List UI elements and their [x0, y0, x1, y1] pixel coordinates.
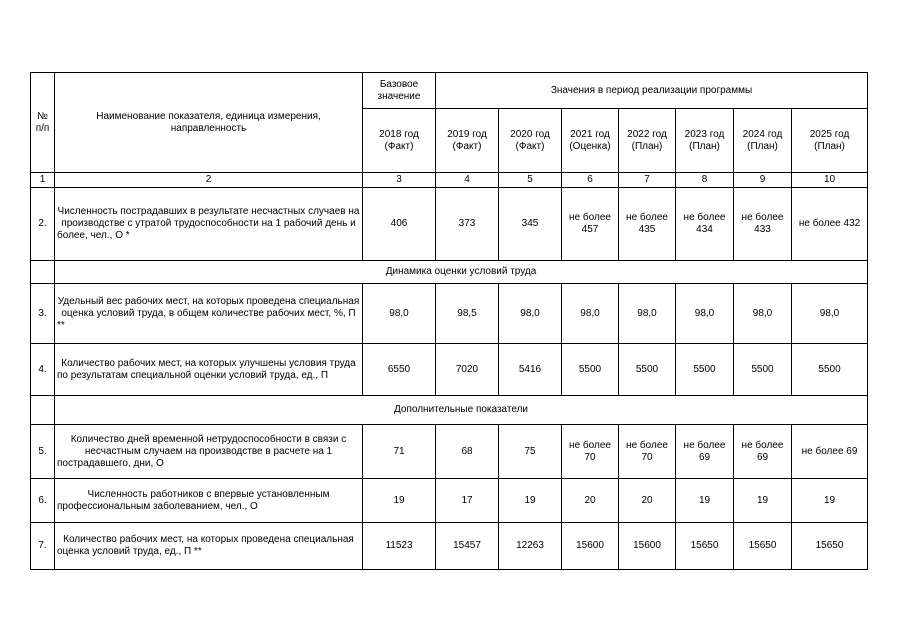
value-cell: не более 457 [562, 188, 619, 261]
value-cell: 19 [734, 479, 792, 523]
value-cell: 98,0 [792, 284, 868, 344]
row-number: 3. [31, 284, 55, 344]
value-cell: не более 432 [792, 188, 868, 261]
value-cell: 7020 [436, 344, 499, 396]
year-header-2025: 2025 год (План) [792, 109, 868, 173]
value-cell: не более 435 [619, 188, 676, 261]
value-cell: 19 [499, 479, 562, 523]
value-cell: 20 [619, 479, 676, 523]
table-row [31, 523, 868, 570]
col-number: 6 [562, 173, 619, 188]
indicator-name: Удельный вес рабочих мест, на которых проведена специальная оценка условий труда, в общем количестве рабочих мест, %, П ** [55, 284, 363, 344]
row-number: 4. [31, 344, 55, 396]
value-cell: 5500 [619, 344, 676, 396]
section-spacer [31, 396, 55, 425]
indicator-name: Количество рабочих мест, на которых проведена специальная оценка условий труда, ед., П ** [55, 523, 363, 570]
value-cell: 98,5 [436, 284, 499, 344]
year-header-2019: 2019 год (Факт) [436, 109, 499, 173]
col-header-period: Значения в период реализации программы [436, 73, 868, 109]
value-cell: 98,0 [676, 284, 734, 344]
value-cell: 98,0 [734, 284, 792, 344]
year-header-2023: 2023 год (План) [676, 109, 734, 173]
col-number: 4 [436, 173, 499, 188]
value-cell: не более 69 [734, 425, 792, 479]
value-cell: 98,0 [562, 284, 619, 344]
row-number: 7. [31, 523, 55, 570]
indicators-table [30, 72, 868, 570]
year-header-2021: 2021 год (Оценка) [562, 109, 619, 173]
value-cell: 98,0 [619, 284, 676, 344]
value-cell: 20 [562, 479, 619, 523]
value-cell: 68 [436, 425, 499, 479]
col-number: 1 [31, 173, 55, 188]
value-cell: 17 [436, 479, 499, 523]
year-header-2022: 2022 год (План) [619, 109, 676, 173]
value-cell: не более 70 [619, 425, 676, 479]
value-cell: 15600 [562, 523, 619, 570]
col-number: 5 [499, 173, 562, 188]
col-number: 3 [363, 173, 436, 188]
value-cell: не более 70 [562, 425, 619, 479]
row-number: 6. [31, 479, 55, 523]
value-cell: не более 433 [734, 188, 792, 261]
section-spacer [31, 261, 55, 284]
indicator-name: Численность пострадавших в результате несчастных случаев на производстве с утратой трудоспособности на 1 рабочий день и более, чел., О * [55, 188, 363, 261]
value-cell: 12263 [499, 523, 562, 570]
year-header-2024: 2024 год (План) [734, 109, 792, 173]
value-cell: 406 [363, 188, 436, 261]
value-cell: 5500 [676, 344, 734, 396]
value-cell: не более 434 [676, 188, 734, 261]
value-cell: 98,0 [363, 284, 436, 344]
col-number: 10 [792, 173, 868, 188]
value-cell: 5500 [734, 344, 792, 396]
year-header-2020: 2020 год (Факт) [499, 109, 562, 173]
value-cell: 98,0 [499, 284, 562, 344]
col-header-num: № п/п [31, 73, 55, 173]
value-cell: 15457 [436, 523, 499, 570]
table-row [31, 188, 868, 261]
row-number: 5. [31, 425, 55, 479]
row-number: 2. [31, 188, 55, 261]
value-cell: 15650 [734, 523, 792, 570]
indicator-name: Количество дней временной нетрудоспособности в связи с несчастным случаем на производстве в расчете на 1 пострадавшего, дни, О [55, 425, 363, 479]
value-cell: 5416 [499, 344, 562, 396]
section-heading: Динамика оценки условий труда [55, 261, 868, 284]
table-row [31, 284, 868, 344]
value-cell: 5500 [792, 344, 868, 396]
indicator-name: Численность работников с впервые установленным профессиональным заболеванием, чел., О [55, 479, 363, 523]
value-cell: не более 69 [676, 425, 734, 479]
col-header-name: Наименование показателя, единица измерения, направленность [55, 73, 363, 173]
table-row [31, 479, 868, 523]
value-cell: 11523 [363, 523, 436, 570]
indicator-name: Количество рабочих мест, на которых улучшены условия труда по результатам специальной оценки условий труда, ед., П [55, 344, 363, 396]
value-cell: 6550 [363, 344, 436, 396]
table-row [31, 425, 868, 479]
value-cell: 19 [363, 479, 436, 523]
value-cell: 15600 [619, 523, 676, 570]
column-number-row [31, 173, 868, 188]
value-cell: не более 69 [792, 425, 868, 479]
value-cell: 75 [499, 425, 562, 479]
col-number: 7 [619, 173, 676, 188]
year-header-2018: 2018 год (Факт) [363, 109, 436, 173]
value-cell: 71 [363, 425, 436, 479]
col-header-base: Базовое значение [363, 73, 436, 109]
value-cell: 373 [436, 188, 499, 261]
table-row [31, 344, 868, 396]
value-cell: 19 [792, 479, 868, 523]
value-cell: 5500 [562, 344, 619, 396]
col-number: 9 [734, 173, 792, 188]
value-cell: 345 [499, 188, 562, 261]
col-number: 2 [55, 173, 363, 188]
col-number: 8 [676, 173, 734, 188]
section-heading: Дополнительные показатели [55, 396, 868, 425]
value-cell: 15650 [792, 523, 868, 570]
value-cell: 15650 [676, 523, 734, 570]
value-cell: 19 [676, 479, 734, 523]
